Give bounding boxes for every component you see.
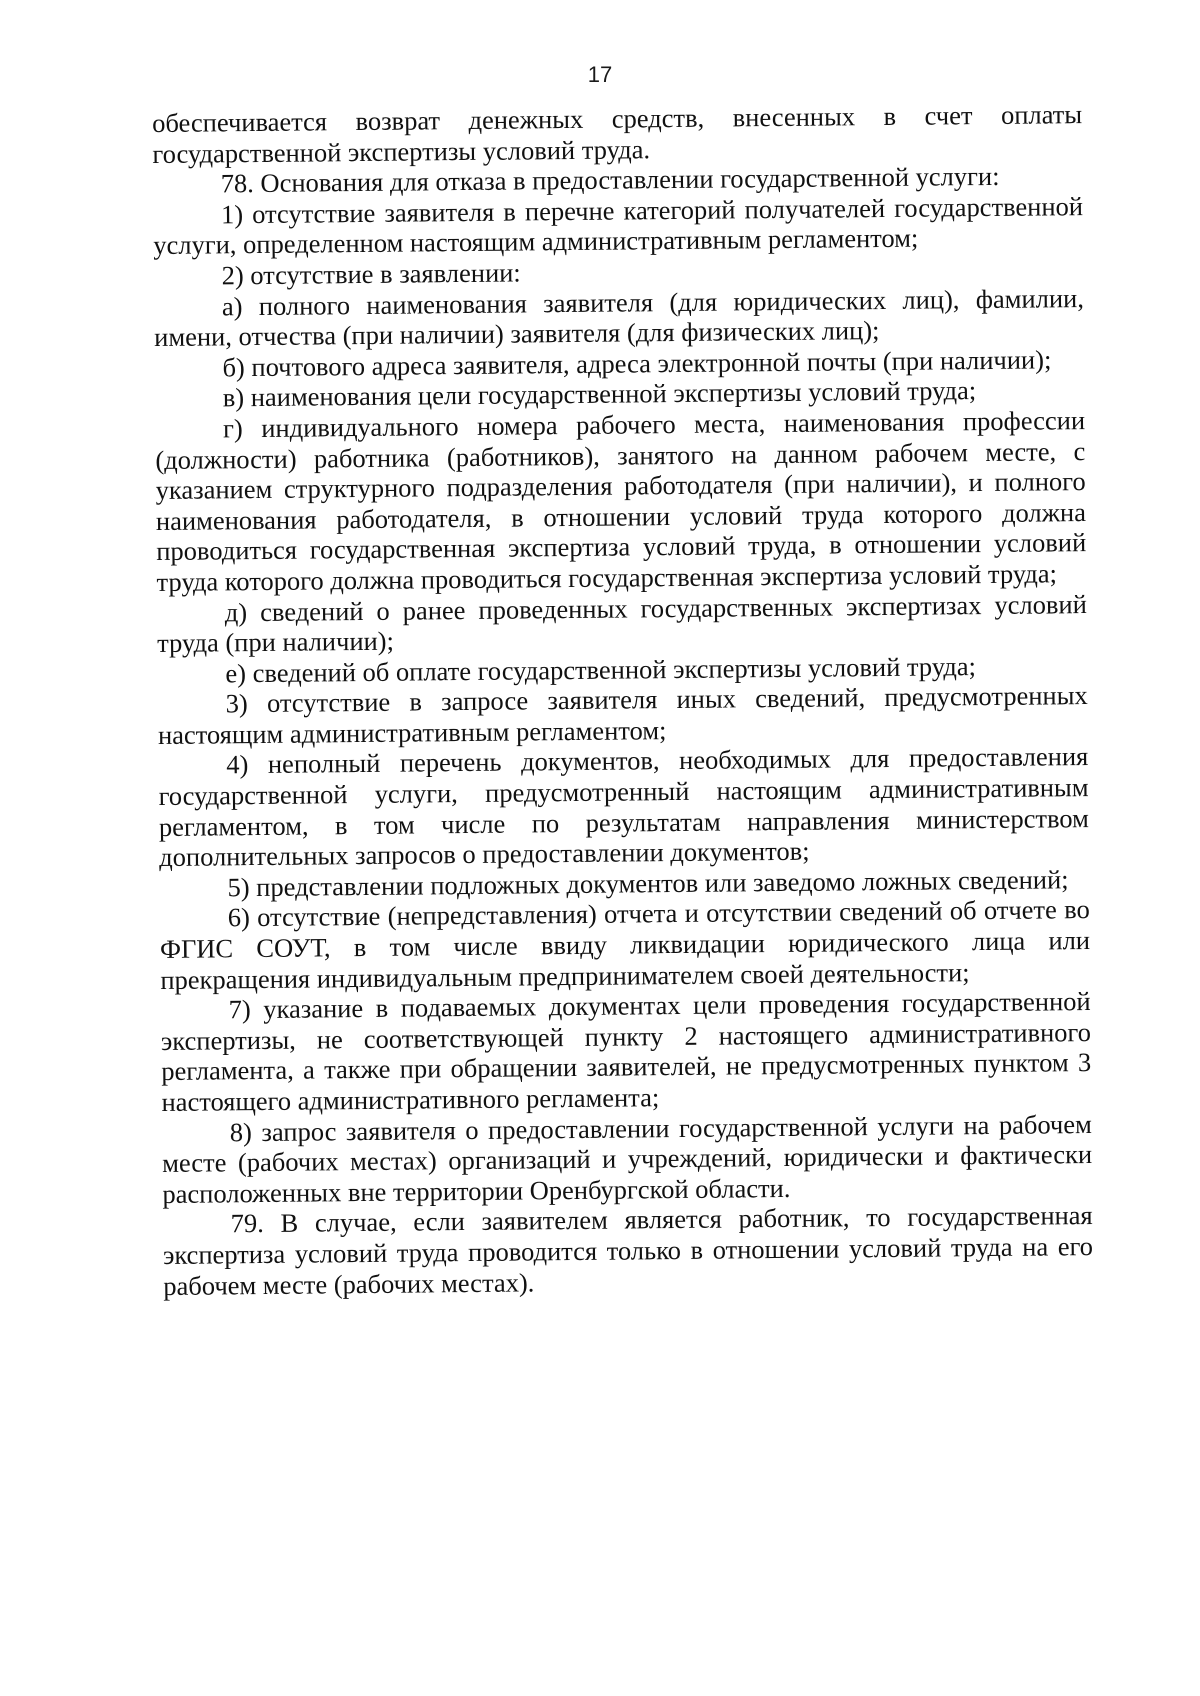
paragraph-item-8: 8) запрос заявителя о предоставлении государственной услуги на рабочем месте (рабочих местах) организаций и учреждений, юридически и фактически расположенных вне территории Оренбургской области. (161, 1108, 1093, 1209)
paragraph-item-5: 5) представлении подложных документов или заведомо ложных сведений; (227, 864, 1069, 903)
paragraph-subitem-v: в) наименования цели государственной экспертизы условий труда; (222, 375, 977, 413)
paragraph-subitem-d: д) сведений о ранее проведенных государственных экспертизах условий труда (при наличии); (156, 588, 1087, 659)
page-number: 17 (587, 62, 613, 87)
paragraph-item-3: 3) отсутствие в запросе заявителя иных сведений, предусмотренных настоящим административным регламентом; (157, 680, 1088, 750)
paragraph-item-4: 4) неполный перечень документов, необходимых для предоставления государственной услуги, предусмотренный настоящим административным регламентом, в том числе по результатам направления министерством дополнительных запросов о предоставлении документов; (158, 741, 1089, 873)
paragraph-item-6: 6) отсутствие (непредставления) отчета и отсутствии сведений об отчете во ФГИС СОУТ, в том числе ввиду ликвидации юридического лица или прекращения индивидуальным предпринимателем своей деятельности; (159, 894, 1091, 995)
paragraph-subitem-b: б) почтового адреса заявителя, адреса электронной почты (при наличии); (222, 344, 1052, 383)
document-body (152, 99, 1093, 1301)
paragraph-item-78: 78. Основания для отказа в предоставлении государственной услуги: (220, 161, 1000, 199)
paragraph-subitem-e: е) сведений об оплате государственной экспертизы условий труда; (225, 650, 977, 689)
paragraph-item-1: 1) отсутствие заявителя в перечне категорий получателей государственной услуги, определенном настоящим административным регламентом; (153, 190, 1084, 261)
paragraph-subitem-g: г) индивидуального номера рабочего места, наименования профессии (должности) работника (работников), занятого на данном рабочем месте, с указанием структурного подразделения работодателя (при наличии), и полного наименования работодателя, в отношении условий труда которого должна проводиться государственная экспертиза условий труда, в отношении условий труда которого должна проводиться государственная экспертиза условий труда; (155, 404, 1087, 597)
paragraph-continuation: обеспечивается возврат денежных средств, внесенных в счет оплаты государственной экспертизы условий труда. (152, 99, 1083, 169)
paragraph-item-2: 2) отсутствие в заявлении: (221, 257, 521, 291)
paragraph-subitem-a: а) полного наименования заявителя (для юридических лиц), фамилии, имени, отчества (при наличии) заявителя (для физических лиц); (154, 282, 1085, 353)
paragraph-item-79: 79. В случае, если заявителем является работник, то государственная экспертиза условий труда проводится только в отношении условий труда на его рабочем месте (рабочих местах). (162, 1200, 1094, 1301)
paragraph-item-7: 7) указание в подаваемых документах цели проведения государственной экспертизы, не соответствующей пункту 2 настоящего административного регламента, а также при обращении заявителей, не предусмотренных пунктом 3 настоящего административного регламента; (160, 986, 1092, 1117)
